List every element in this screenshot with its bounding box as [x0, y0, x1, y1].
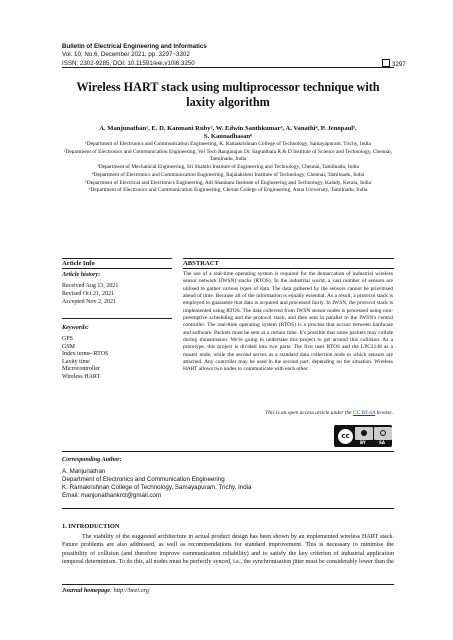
article-info-heading: Article Info [62, 260, 95, 267]
revised-date: Revised Oct 21, 2021 [62, 291, 114, 297]
accepted-date: Accepted Nov 2, 2021 [62, 299, 116, 305]
journal-name: Bulletin of Electrical Engineering and Informatics [62, 43, 207, 50]
introduction-text [62, 533, 394, 567]
authors-line-1: A. Manjunathan¹, E. D. Kanmani Ruby², W. Edwin Santhkumar³, A. Vanathi⁴, P. Jenopaul⁵, [99, 125, 357, 132]
cc-icon: cc [337, 428, 354, 445]
by-icon [355, 427, 373, 440]
journal-volume: Vol. 10, No.6, December 2021, pp. 3297~3302 [62, 51, 190, 59]
affiliation: ⁶Department of Electronics and Communication Engineering, Cheran College of Engineering, Anna University, Tamilnadu, India [88, 187, 368, 194]
keywords-label: Keywords: [62, 324, 89, 331]
keywords-rule [62, 318, 172, 319]
introduction-body: The viability of the suggested architecture in actual product design has been shown by an implemented wireless HART stack. Future problems are also addressed, as well as recommendations for standard improvement. This is necessary to minimise the possibility of collision (and therefore improve communication reliability) and to satisfy the key criterion of industrial application temporal determinism. To do this, all nodes must be perfectly synced, i.e., the synchronisation jitter must be considerably lower than the [62, 534, 394, 566]
license-link[interactable]: CC BY-SA [352, 410, 376, 416]
footer-rule [62, 584, 394, 585]
journal-issn: ISSN: 2302-9285, DOI: 10.11591/eei.v10i6.3250 [62, 59, 195, 67]
info-sub-rule [62, 268, 172, 269]
affiliation: ³Department of Mechanical Engineering, Sri Shakthi Institute of Engineering and Technology, Chennai, Tamilnadu, India [97, 164, 359, 171]
authors-line-2: S. Kannadhasan⁶ [203, 133, 253, 141]
sa-icon [374, 427, 392, 440]
page-number-text: 3297 [392, 61, 406, 68]
info-bottom-rule [62, 451, 394, 452]
history-label: Article history: [62, 271, 101, 278]
keywords-section [62, 324, 108, 382]
keyword: Index terms–RTOS [62, 351, 109, 358]
by-label: BY [360, 440, 366, 445]
keyword: GPS [62, 336, 74, 342]
keyword: Microcontroller [62, 366, 100, 373]
journal-homepage [62, 587, 149, 594]
square-icon [382, 59, 390, 67]
affiliation: ¹Department of Electronics and Communication Engineering, K. Ramakrishnan College of Technology, Samayapuram, Trichy, India [85, 141, 371, 147]
corresponding-name: A. Manjunathan [62, 468, 106, 475]
footer-label: Journal homepage [62, 587, 110, 594]
footer-url[interactable]: : http://beei.org [109, 587, 149, 594]
affiliation: ⁴Department of Electronics and Communication Engineering, Rajalakshmi Institute of Technology, Chennai, Tamilnadu, India [91, 171, 365, 178]
info-top-rule [62, 258, 172, 259]
license-prefix: This is an open access article under the [265, 410, 353, 416]
corresponding-email: Email: manjunathankrct@gmail.com [62, 492, 162, 500]
section-heading: 1. INTRODUCTION [62, 523, 120, 530]
license-note [183, 410, 393, 416]
corresponding-heading: Corresponding Author: [62, 456, 122, 463]
keyword: Wireless HART [62, 373, 101, 380]
sa-label: SA [379, 440, 385, 445]
keyword: Laxity time [62, 358, 90, 365]
keyword: GSM [62, 343, 76, 350]
received-date: Received Aug 13, 2021 [62, 283, 119, 289]
journal-header [62, 43, 207, 68]
corresponding-dept: Department of Electronics and Communication Engineering [62, 476, 225, 484]
abstract-heading: ABSTRACT [183, 260, 219, 267]
affiliation: ⁵Department of Electrical and Electronics Engineering, Adi Shankara Institute of Engineering and Technology, Kalady, Kerala, India [84, 179, 372, 186]
authors [62, 125, 394, 142]
abstract-top-rule [183, 258, 394, 259]
abstract-text: The use of a real-time operating system is required for the demarcation of industrial wireless sensor network (IWSN) stacks (RTOS). In the industrial world, a vast number of sensors are utilised to gather various types of data. The data gathered by the sensors cannot be prioritised ahead of time. Because all of the information is equally essential. As a result, a protocol stack is employed to guarantee that data is acquired and processed fairly. In IWSN, the protocol stack is implemented using RTOS. The data collected from IWSN sensor nodes is processed using non-preemptive scheduling and the protocol stack, and then sent in parallel to the IWSN's central controller. The real-time operating system (RTOS) is a process that occurs between hardware and software. Packets must be sent at a certain time. It's possible that some packets may collide during transmission. We're going to undertake this project to get around this collision. As a prototype, this project is divided into two parts. The first uses RTOS and the LPC2148 as a master node, while the second serves as a standard data collection node to which sensors are attached. Any controller may be used in the second part, depending on the situation. Wireless HART allows two nodes to communicate with each other. [183, 271, 393, 373]
license-suffix: license. [375, 410, 393, 416]
article-history [62, 271, 118, 306]
paper-title: Wireless HART stack using multiprocessor technique with laxity algorithm [76, 80, 380, 109]
header-divider [62, 67, 394, 68]
affiliations [62, 141, 394, 195]
cc-license-badge[interactable] [334, 425, 392, 447]
corresponding-details [62, 468, 252, 500]
corresponding-bottom-rule [62, 508, 394, 509]
abstract-sub-rule [183, 268, 394, 269]
affiliation: ²Department of Electronics and Communication Engineering, Vel Tech Rangarajan Dr. Sagunthala R & D Institute of Science and Technology, Chennai, Tamilnadu, India [63, 148, 393, 163]
corresponding-college: K. Ramakrishnan College of Technology, Samayapuram, Trichy, India [62, 484, 252, 492]
